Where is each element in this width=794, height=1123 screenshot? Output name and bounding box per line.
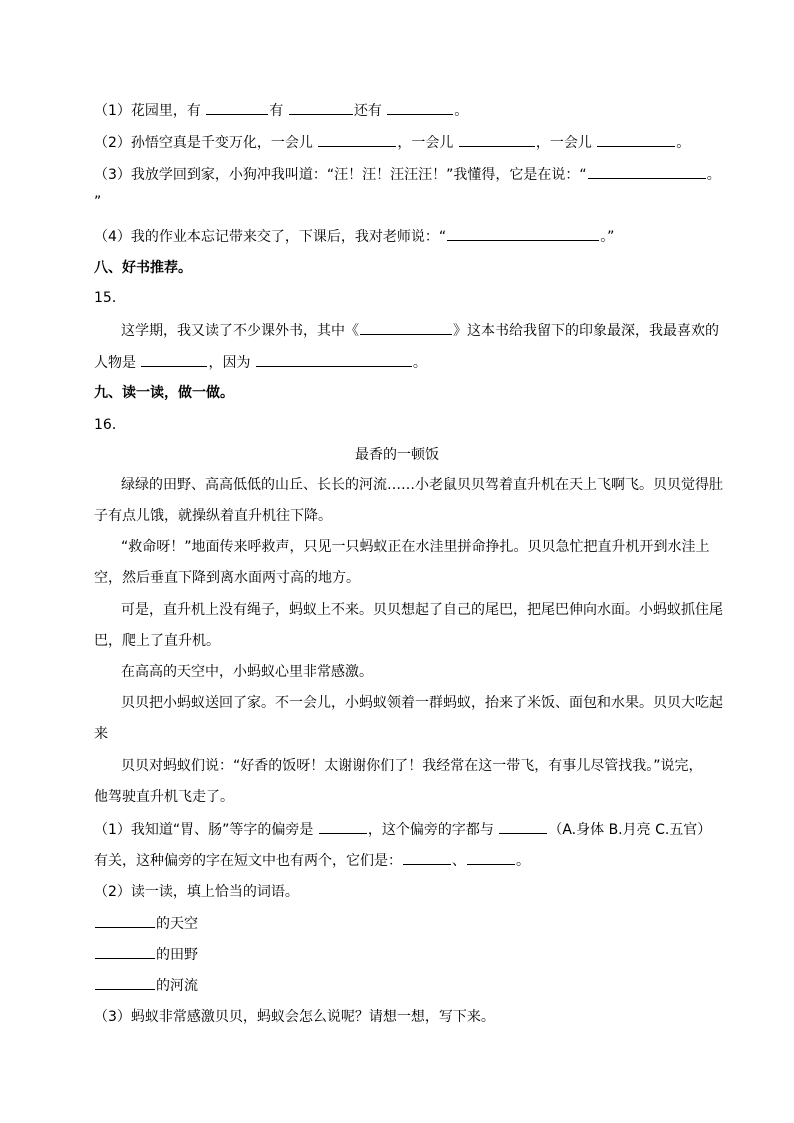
blank-char-2[interactable] bbox=[467, 850, 515, 865]
blank-char-1[interactable] bbox=[403, 850, 451, 865]
story-p5-line2: 来 bbox=[94, 726, 108, 742]
blank-sky[interactable] bbox=[95, 913, 155, 928]
blank-choice[interactable] bbox=[499, 819, 547, 834]
story-p3-line2: 巴，爬上了直升机。 bbox=[94, 633, 220, 649]
blank-7-3[interactable] bbox=[588, 164, 706, 179]
story-p2-line1: “救命呀！”地面传来呼救声，只见一只蚂蚁正在水洼里拼命挣扎。贝贝急忙把直升机开到水洼上 bbox=[121, 539, 710, 555]
blank-7-2-a[interactable] bbox=[318, 132, 396, 147]
q7-1-end: 。 bbox=[454, 103, 469, 119]
q15-line-2 bbox=[94, 352, 427, 372]
q7-1-text-b: 有 bbox=[269, 103, 288, 119]
story-p4-line1: 在高高的天空中，小蚂蚁心里非常感激。 bbox=[121, 664, 373, 680]
section-9-heading: 九、读一读，做一做。 bbox=[94, 385, 234, 401]
blank-7-1-b[interactable] bbox=[289, 100, 353, 115]
q7-3-end: 。 bbox=[706, 167, 721, 183]
q16-2-text: 读一读，填上恰当的词语。 bbox=[130, 884, 299, 900]
q7-2-num: （2） bbox=[94, 135, 131, 151]
q7-2-text-c: ，一会儿 bbox=[535, 135, 597, 151]
q15-end: 。 bbox=[412, 355, 427, 371]
q16-2-item bbox=[94, 913, 198, 933]
blank-field[interactable] bbox=[95, 944, 155, 959]
q7-3-line bbox=[94, 164, 721, 184]
q16-3-text: 蚂蚁非常感激贝贝，蚂蚁会怎么说呢？请想一想，写下来。 bbox=[130, 1009, 495, 1025]
q16-2-num: （2） bbox=[94, 884, 131, 900]
blank-7-4[interactable] bbox=[447, 226, 599, 241]
q7-4-num: （4） bbox=[94, 229, 131, 245]
story-p5-line1: 贝贝把小蚂蚁送回了家。不一会儿，小蚂蚁领着一群蚂蚁，抬来了米饭、面包和水果。贝贝大吃起 bbox=[121, 695, 723, 711]
blank-7-2-b[interactable] bbox=[459, 132, 535, 147]
q7-2-text-a: 孙悟空真是千变万化，一会儿 bbox=[130, 135, 318, 151]
blank-book-title[interactable] bbox=[360, 320, 452, 335]
q16-3-num: （3） bbox=[94, 1009, 131, 1025]
story-p2-line2: 空，然后垂直下降到离水面两寸高的地方。 bbox=[94, 570, 360, 586]
q16-1-sep: 、 bbox=[452, 853, 466, 869]
blank-reason[interactable] bbox=[256, 352, 412, 367]
q7-1-text-a: 花园里，有 bbox=[130, 103, 206, 119]
q7-1-num: （1） bbox=[94, 103, 131, 119]
q16-2-line bbox=[94, 882, 299, 902]
blank-character[interactable] bbox=[141, 352, 207, 367]
q7-2-end: 。 bbox=[676, 135, 691, 151]
q7-4-end: 。” bbox=[600, 229, 615, 245]
item-sky-text: 的天空 bbox=[156, 916, 198, 932]
story-p6-line1: 贝贝对蚂蚁们说：“好香的饭呀！太谢谢你们了！我经常在这一带飞，有事儿尽管找我。”说完， bbox=[121, 758, 703, 774]
item-field-text: 的田野 bbox=[156, 947, 198, 963]
question-16-number: 16． bbox=[94, 417, 126, 433]
q16-1-options: （A.身体 B.月亮 C.五官） bbox=[548, 822, 712, 838]
blank-radical[interactable] bbox=[319, 819, 367, 834]
q7-1-text-c: 还有 bbox=[353, 103, 387, 119]
q15-text-d: ，因为 bbox=[208, 355, 255, 371]
q15-text-c: 人物是 bbox=[94, 355, 141, 371]
q7-3-num: （3） bbox=[94, 167, 131, 183]
story-p1-line2: 子有点儿饿，就操纵着直升机往下降。 bbox=[94, 508, 332, 524]
q7-2-text-b: ，一会儿 bbox=[397, 135, 458, 151]
q16-1-num: （1） bbox=[94, 822, 131, 838]
q7-3-text-a: 我放学回到家，小狗冲我叫道：“汪！汪！汪汪汪！”我懂得，它是在说：“ bbox=[130, 167, 587, 183]
q16-1-text-a: 我知道“胃、肠”等字的偏旁是 bbox=[130, 822, 318, 838]
section-8-heading: 八、好书推荐。 bbox=[94, 260, 192, 276]
story-title: 最香的一顿饭 bbox=[355, 447, 439, 463]
blank-7-1-c[interactable] bbox=[387, 100, 453, 115]
q16-1-line2 bbox=[94, 850, 530, 870]
q16-1-end: 。 bbox=[516, 853, 530, 869]
story-p6-line2: 他驾驶直升机飞走了。 bbox=[94, 789, 234, 805]
story-p1-line1: 绿绿的田野、高高低低的山丘、长长的河流……小老鼠贝贝驾着直升机在天上飞啊飞。贝贝觉得肚 bbox=[121, 477, 723, 493]
q7-4-text-a: 我的作业本忘记带来交了，下课后，我对老师说：“ bbox=[130, 229, 447, 245]
q15-line-1 bbox=[121, 320, 719, 340]
q15-text-a: 这学期，我又读了不少课外书，其中《 bbox=[121, 323, 359, 339]
q16-1-text-b: ，这个偏旁的字都与 bbox=[367, 822, 499, 838]
blank-river[interactable] bbox=[95, 975, 155, 990]
q7-1-line bbox=[94, 100, 468, 120]
q16-2-item bbox=[94, 975, 198, 995]
q7-4-line bbox=[94, 226, 614, 246]
q15-text-b: 》这本书给我留下的印象最深，我最喜欢的 bbox=[453, 323, 719, 339]
blank-7-2-c[interactable] bbox=[597, 132, 675, 147]
q7-2-line bbox=[94, 132, 690, 152]
q16-2-item bbox=[94, 944, 198, 964]
q16-1-line1 bbox=[94, 819, 711, 839]
question-15-number: 15． bbox=[94, 290, 126, 306]
blank-7-1-a[interactable] bbox=[206, 100, 268, 115]
item-river-text: 的河流 bbox=[156, 978, 198, 994]
q7-3-cont: ” bbox=[94, 194, 102, 210]
story-p3-line1: 可是，直升机上没有绳子，蚂蚁上不来。贝贝想起了自己的尾巴，把尾巴伸向水面。小蚂蚁抓住尾 bbox=[121, 602, 723, 618]
q16-3-line bbox=[94, 1007, 495, 1027]
q16-1-text-c: 有关，这种偏旁的字在短文中也有两个，它们是： bbox=[94, 853, 402, 869]
